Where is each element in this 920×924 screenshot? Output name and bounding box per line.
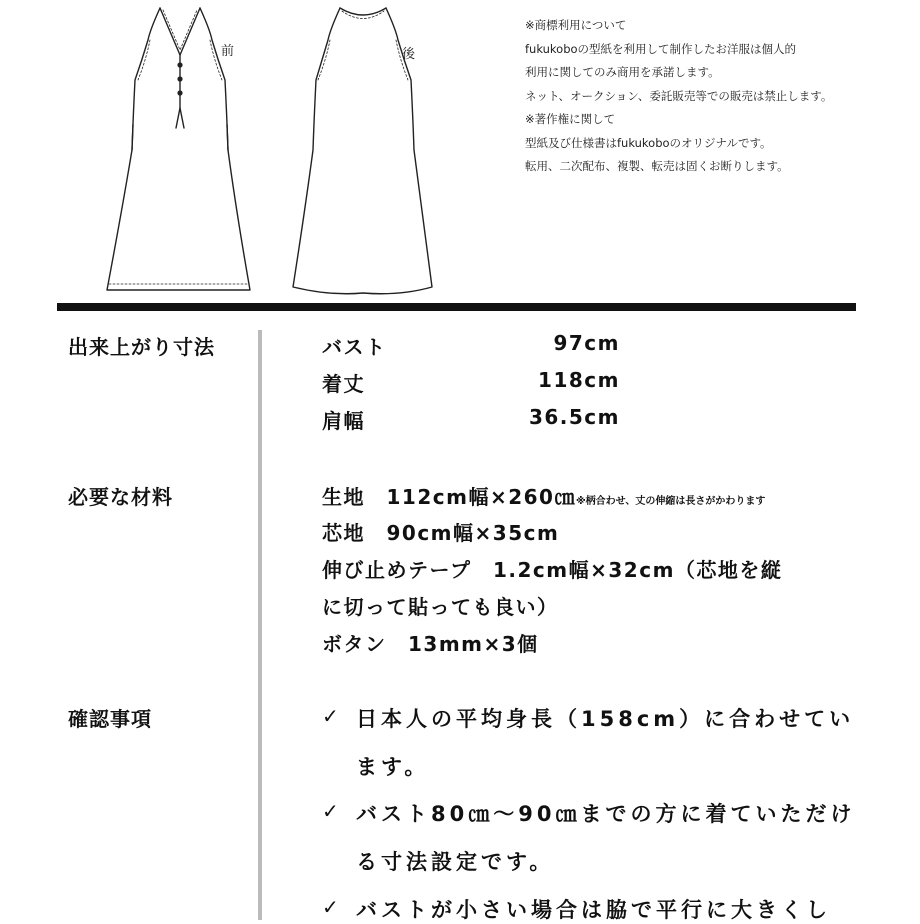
size-label-shoulder: 肩幅 — [322, 409, 365, 433]
finished-size-heading: 出来上がり寸法 — [68, 335, 215, 359]
note-line: 型紙及び仕様書はfukukoboのオリジナルです。 — [525, 135, 772, 150]
note-line: ※商標利用について — [525, 18, 627, 32]
note-line: ※著作権に関して — [525, 112, 616, 126]
section-divider — [57, 303, 856, 311]
confirm-item-2-line1: バスト80㎝～90㎝までの方に着ていただけ — [356, 802, 856, 826]
material-fabric-text: 生地 112cm幅×260㎝ — [322, 485, 576, 509]
note-line: 転用、二次配布、複製、転売は固くお断りします。 — [525, 159, 789, 173]
check-mark-icon: ✓ — [322, 799, 339, 823]
note-line: 利用に関してのみ商用を承諾します。 — [525, 65, 720, 79]
material-tape-line2: に切って貼っても良い） — [322, 595, 559, 619]
confirm-item-2-line2: る寸法設定です。 — [356, 850, 555, 874]
button-1 — [177, 62, 182, 67]
size-value-bust: 97cm — [553, 331, 620, 355]
check-mark-icon: ✓ — [322, 704, 339, 728]
back-view-label: 後 — [402, 47, 416, 62]
note-line: fukukoboの型紙を利用して制作したお洋服は個人的 — [525, 41, 797, 56]
material-tape-line1: 伸び止めテープ 1.2cm幅×32cm（芯地を縦 — [322, 558, 783, 582]
confirm-heading: 確認事項 — [68, 707, 152, 731]
front-view-label: 前 — [221, 44, 235, 59]
confirm-item-1-line2: ます。 — [356, 755, 430, 779]
button-3 — [177, 90, 182, 95]
materials-heading: 必要な材料 — [68, 485, 173, 509]
material-fabric-note: ※柄合わせ、丈の伸縮は長さがかわります — [575, 496, 766, 507]
size-value-length: 118cm — [538, 368, 620, 392]
material-interfacing: 芯地 90cm幅×35cm — [322, 521, 560, 545]
confirm-item-1-line1: 日本人の平均身長（158cm）に合わせてい — [356, 707, 855, 731]
confirm-item-3-line1: バストが小さい場合は脇で平行に大きくし — [356, 898, 831, 922]
check-mark-icon: ✓ — [322, 895, 339, 919]
size-label-length: 着丈 — [322, 372, 365, 396]
material-buttons: ボタン 13mm×3個 — [322, 632, 539, 656]
material-fabric — [322, 481, 765, 510]
column-divider — [258, 330, 262, 920]
size-label-bust: バスト — [322, 335, 387, 359]
usage-notes — [525, 14, 915, 179]
button-2 — [177, 76, 182, 81]
size-value-shoulder: 36.5cm — [528, 405, 620, 429]
note-line: ネット、オークション、委託販売等での販売は禁止します。 — [525, 88, 833, 103]
